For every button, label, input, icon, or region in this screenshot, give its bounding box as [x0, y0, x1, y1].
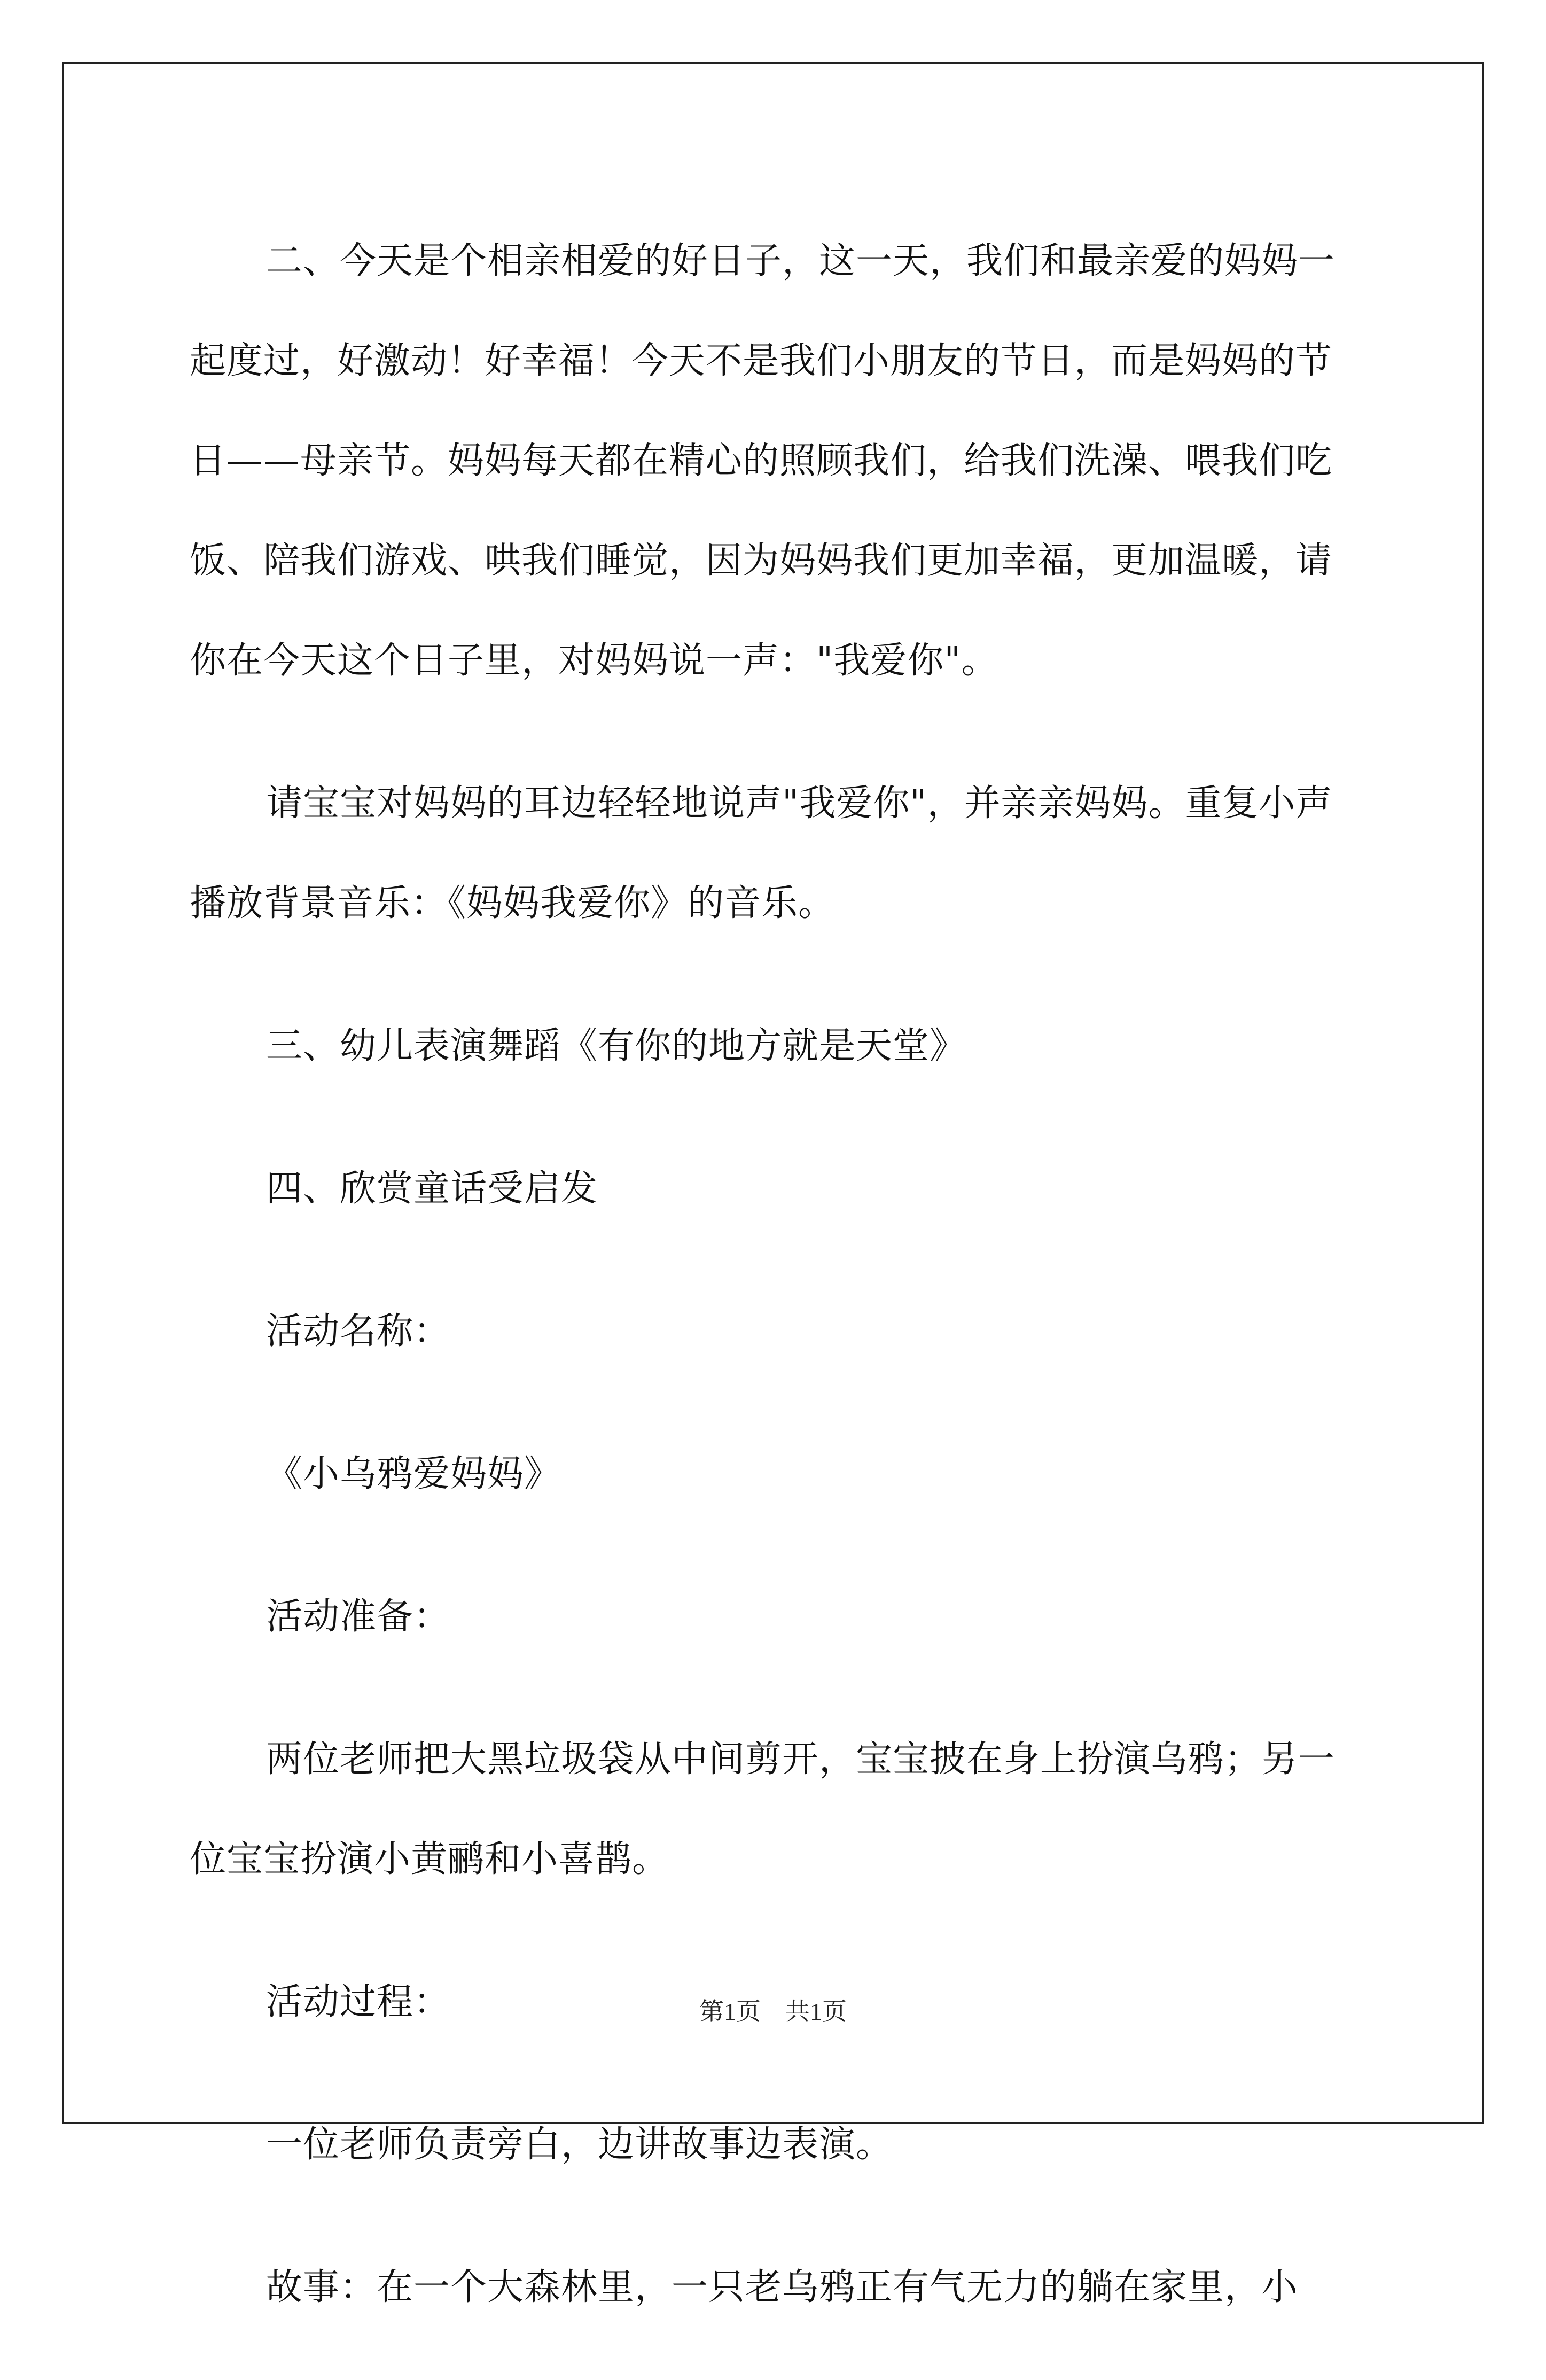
- paragraph-story: 故事：在一个大森林里，一只老乌鸦正有气无力的躺在家里，小: [266, 2266, 1299, 2308]
- paragraph-activity-name-label: 活动名称：: [266, 1310, 451, 1352]
- paragraph-narration: 一位老师负责旁白，边讲故事边表演。: [266, 2124, 893, 2166]
- paragraph-activity-preparation: 两位老师把大黑垃圾袋从中间剪开，宝宝披在身上扮演乌鸦；另一位宝宝扮演小黄鹂和小喜鹊。: [190, 1738, 1336, 1880]
- paragraph-intro-mothers-day: 二、今天是个相亲相爱的好日子，这一天，我们和最亲爱的妈妈一起度过，好激动！好幸福！今天不是我们小朋友的节日，而是妈妈的节日——母亲节。妈妈每天都在精心的照顾我们，给我们洗澡、喂我们吃饭、陪我们游戏、哄我们睡觉，因为妈妈我们更加幸福，更加温暖，请你在今天这个日子里，对妈妈说一声："我爱你"。: [190, 240, 1336, 682]
- paragraph-activity-process-label: 活动过程：: [266, 1981, 451, 2023]
- page-footer: 第1页 共1页: [699, 1998, 847, 2025]
- paragraph-dance-performance: 三、幼儿表演舞蹈《有你的地方就是天堂》: [266, 1025, 967, 1067]
- paragraph-fairy-tale: 四、欣赏童话受启发: [266, 1168, 598, 1210]
- paragraph-activity-name: 《小乌鸦爱妈妈》: [266, 1453, 561, 1495]
- document-body: [190, 211, 1360, 2380]
- paragraph-whisper-i-love-you: 请宝宝对妈妈的耳边轻轻地说声"我爱你"，并亲亲妈妈。重复小声播放背景音乐：《妈妈我爱你》的音乐。: [190, 782, 1333, 924]
- paragraph-activity-preparation-label: 活动准备：: [266, 1596, 451, 1638]
